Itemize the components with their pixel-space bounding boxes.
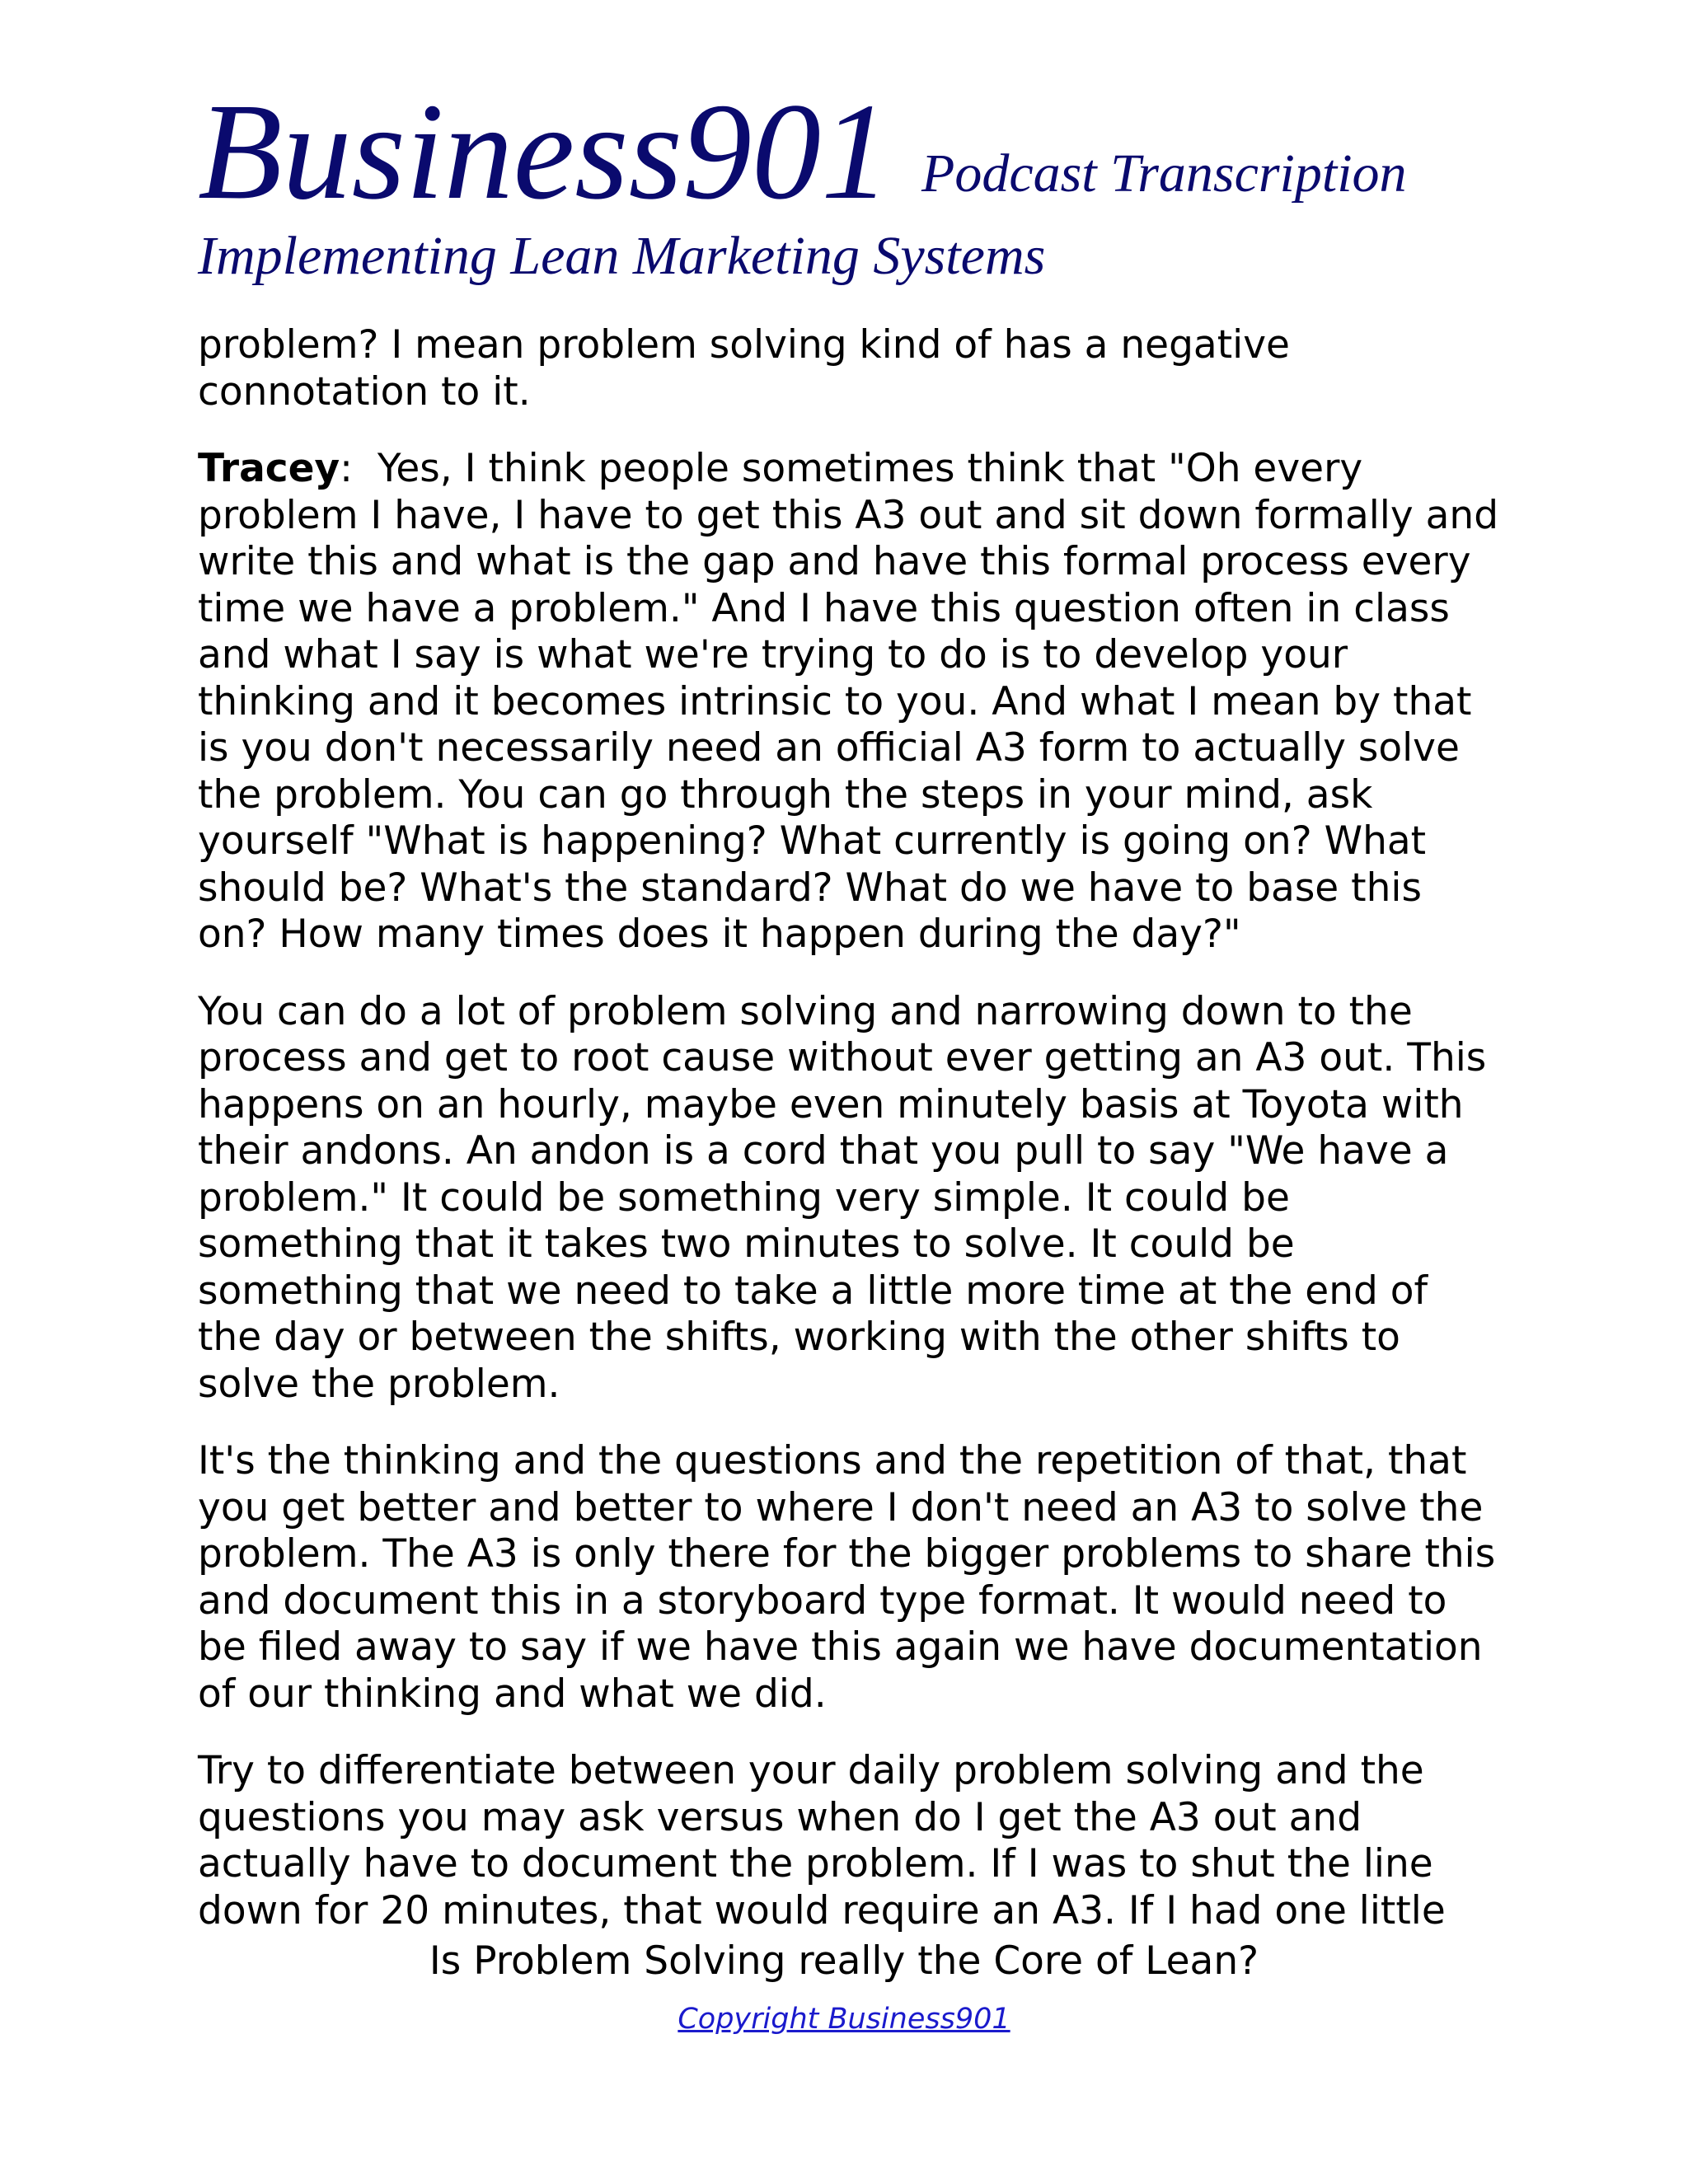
speaker-separator: : [340,446,377,491]
footer-title: Is Problem Solving really the Core of Lean? [429,1938,1259,1984]
tagline: Implementing Lean Marketing Systems [198,226,1046,286]
paragraph-3: You can do a lot of problem solving and narrowing down to the process and get to root cause without ever getting an A3 out. This happens on an hourly, maybe even minutely basis at Toyota with their andons. An andon is a cord that you pull to say "We have a problem." It could be something very simple. It could be something that it takes two minutes to solve. It could be something that we need to take a little more time at the end of the day or between the shifts, working with the other shifts to solve the problem. [198,988,1487,1407]
paragraph-2-text: Yes, I think people sometimes think that "Oh every problem I have, I have to get this A3 out and sit down formally and write this and what is the gap and have this formal process every time we have a problem." And I have this question often in class and what I say is what we're trying to do is to develop your thinking and it becomes intrinsic to you. And what I mean by that is you don't necessarily need an official A3 form to actually solve the problem. You can go through the steps in your mind, ask yourself "What is happening? What currently is going on? What should be? What's the standard? What do we have to base this on? How many times does it happen during the day?" [198,446,1499,957]
brand-title: Business901 [198,75,890,228]
transcript-body [198,322,1500,1934]
copyright-link[interactable]: Copyright Business901 [678,2003,1010,2036]
paragraph-1: problem? I mean problem solving kind of has a negative connotation to it. [198,322,1290,415]
document-type: Podcast Transcription [921,143,1407,204]
paragraph-4: It's the thinking and the questions and the repetition of that, that you get better and better to where I don't need an A3 to solve the problem. The A3 is only there for the bigger problems to share this and document this in a storyboard type format. It would need to be filed away to say if we have this again we have documentation of our thinking and what we did. [198,1438,1496,1717]
paragraph-2 [198,446,1500,958]
paragraph-5: Try to differentiate between your daily problem solving and the questions you may ask versus when do I get the A3 out and actually have to document the problem. If I was to shut the line down for 20 minutes, that would require an A3. If I had one little [198,1748,1446,1933]
speaker-name: Tracey [198,446,340,491]
